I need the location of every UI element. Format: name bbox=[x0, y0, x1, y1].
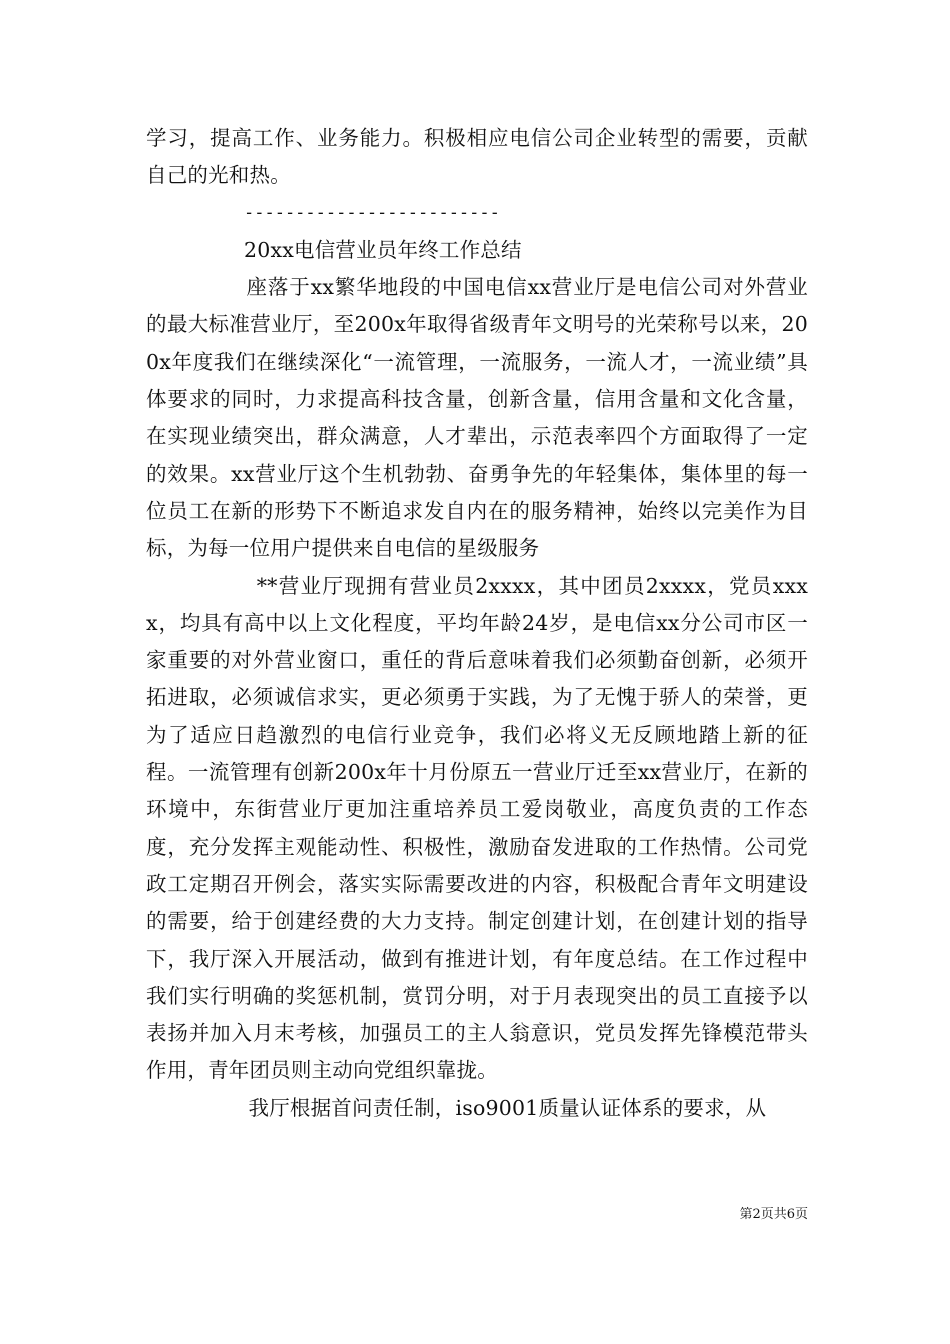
section-separator: ------------------------- bbox=[244, 202, 500, 223]
paragraph-continuation: 学习，提高工作、业务能力。积极相应电信公司企业转型的需要，贡献自己的光和热。 bbox=[146, 126, 808, 188]
paragraph-intro: 座落于xx繁华地段的中国电信xx营业厅是电信公司对外营业的最大标准营业厅，至200x年取得省级青年文明号的光荣称号以来，200x年度我们在继续深化“一流管理，一流服务，一流人才，一流业绩”具体要求的同时，力求提高科技含量，创新含量，信用含量和文化含量，在实现业绩突出，群众满意，人才辈出，示范表率四个方面取得了一定的效果。xx营业厅这个生机勃勃、奋勇争先的年轻集体，集体里的每一位员工在新的形势下不断追求发自内在的服务精神，始终以完美作为目标，为每一位用户提供来自电信的星级服务 bbox=[146, 275, 808, 561]
paragraph-quality: 我厅根据首问责任制，iso9001质量认证体系的要求，从 bbox=[248, 1095, 767, 1120]
section-title: 20xx电信营业员年终工作总结 bbox=[244, 237, 522, 262]
document-body bbox=[146, 120, 808, 1127]
paragraph-staff: **营业厅现拥有营业员2xxxx，其中团员2xxxx，党员xxxx，均具有高中以上文化程度，平均年龄24岁，是电信xx分公司市区一家重要的对外营业窗口，重任的背后意味着我们必须勤奋创新，必须开拓进取，必须诚信求实，更必须勇于实践，为了无愧于骄人的荣誉，更为了适应日趋激烈的电信行业竞争，我们必将义无反顾地踏上新的征程。一流管理有创新200x年十月份原五一营业厅迁至xx营业厅，在新的环境中，东街营业厅更加注重培养员工爱岗敬业，高度负责的工作态度，充分发挥主观能动性、积极性，激励奋发进取的工作热情。公司党政工定期召开例会，落实实际需要改进的内容，积极配合青年文明建设的需要，给于创建经费的大力支持。制定创建计划，在创建计划的指导下，我厅深入开展活动，做到有推进计划，有年度总结。在工作过程中我们实行明确的奖惩机制，赏罚分明，对于月表现突出的员工直接予以表扬并加入月末考核，加强员工的主人翁意识，党员发挥先锋模范带头作用，青年团员则主动向党组织靠拢。 bbox=[146, 573, 808, 1083]
page-number: 第2页共6页 bbox=[739, 1207, 808, 1222]
